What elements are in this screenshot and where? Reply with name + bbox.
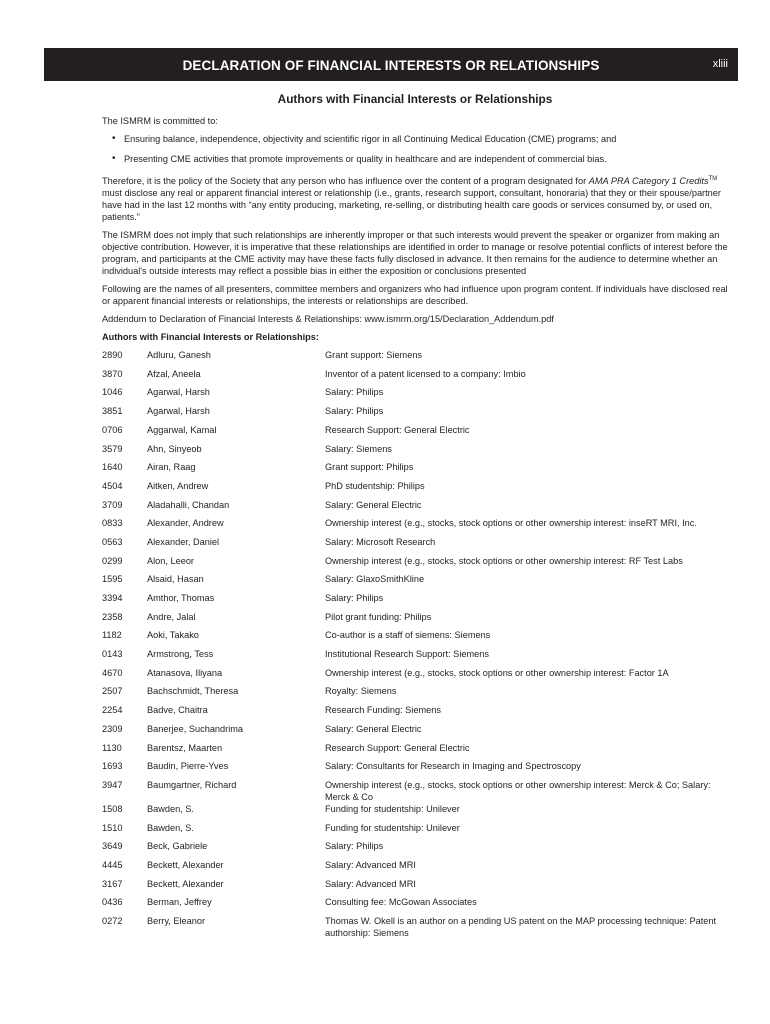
financial-interest: Salary: General Electric xyxy=(325,723,422,734)
list-item: • Ensuring balance, independence, objectivity and scientific rigor in all Continuing Medical Education (CME) programs; and xyxy=(102,133,738,145)
financial-interest: Salary: Philips xyxy=(325,841,384,852)
abstract-number: 4445 xyxy=(102,859,123,870)
abstract-number: 3851 xyxy=(102,406,123,417)
abstract-number: 0833 xyxy=(102,518,123,529)
author-name: Beckett, Alexander xyxy=(147,878,224,889)
table-row xyxy=(102,349,738,368)
table-row xyxy=(102,499,738,518)
financial-interest: Inventor of a patent licensed to a company: Imbio xyxy=(325,368,526,379)
financial-interest: Salary: Siemens xyxy=(325,443,392,454)
financial-interest: Salary: Microsoft Research xyxy=(325,536,436,547)
document-body xyxy=(102,93,738,939)
abstract-number: 3709 xyxy=(102,499,123,510)
author-name: Baudin, Pierre-Yves xyxy=(147,761,229,772)
abstract-number: 1508 xyxy=(102,803,123,814)
section-subtitle: Authors with Financial Interests or Relationships xyxy=(277,92,553,106)
abstract-number: 2309 xyxy=(102,723,123,734)
table-row xyxy=(102,368,738,387)
table-row xyxy=(102,840,738,859)
financial-interest: Institutional Research Support: Siemens xyxy=(325,649,489,660)
abstract-number: 3649 xyxy=(102,841,123,852)
financial-interest: Salary: Philips xyxy=(325,593,384,603)
author-name: Atanasova, Iliyana xyxy=(147,667,223,678)
financial-interest: Consulting fee: McGowan Associates xyxy=(325,897,477,908)
abstract-number: 3167 xyxy=(102,878,123,889)
commitment-list xyxy=(102,133,738,165)
abstract-number: 3579 xyxy=(102,443,123,454)
financial-interest: Salary: Advanced MRI xyxy=(325,859,416,870)
table-row xyxy=(102,592,738,611)
author-name: Bachschmidt, Theresa xyxy=(147,686,239,697)
abstract-number: 1510 xyxy=(102,822,123,833)
author-name: Aladahalli, Chandan xyxy=(147,499,230,510)
financial-interest: Salary: GlaxoSmithKline xyxy=(325,574,425,585)
disclosure-paragraph: The ISMRM does not imply that such relationships are inherently improper or that such interests would prevent the speaker or organizer from making an objective contribution. However, it is imperative that these relationships are identified in order to manage or resolve potential conflicts of interest before the program, and participants at the CME activity may have these facts fully disclosed in advance. It then remains for the audience to determine whether an individual's outside interests may reflect a possible bias in either the exposition or conclusions presented xyxy=(102,230,728,277)
table-row xyxy=(102,629,738,648)
credit-designation: AMA PRA Category 1 Credits xyxy=(588,176,709,187)
financial-interest: PhD studentship: Philips xyxy=(325,480,425,491)
abstract-number: 1182 xyxy=(102,630,122,641)
author-name: Ahn, Sinyeob xyxy=(147,443,202,454)
author-name: Aitken, Andrew xyxy=(147,480,209,491)
abstract-number: 2358 xyxy=(102,611,123,622)
abstract-number: 0436 xyxy=(102,897,123,908)
table-row xyxy=(102,573,738,592)
abstract-number: 1693 xyxy=(102,761,123,772)
abstract-number: 2890 xyxy=(102,350,123,361)
table-row xyxy=(102,822,738,841)
financial-interest: Research Funding: Siemens xyxy=(325,705,441,716)
table-row xyxy=(102,915,738,939)
financial-interest: Ownership interest (e.g., stocks, stock options or other ownership interest: Merck & Co; Salary: Merck & Co xyxy=(325,779,711,802)
table-row xyxy=(102,742,738,761)
table-row xyxy=(102,405,738,424)
financial-interest: Salary: General Electric xyxy=(325,499,422,510)
abstract-number: 0143 xyxy=(102,649,123,660)
financial-interest: Funding for studentship: Unilever xyxy=(325,803,460,814)
intro-text: The ISMRM is committed to: xyxy=(102,116,218,126)
table-row xyxy=(102,555,738,574)
abstract-number: 3947 xyxy=(102,779,123,790)
author-name: Alexander, Daniel xyxy=(147,536,220,547)
financial-interest: Salary: Consultants for Research in Imaging and Spectroscopy xyxy=(325,761,581,772)
table-row xyxy=(102,386,738,405)
financial-interest: Grant support: Philips xyxy=(325,462,414,473)
abstract-number: 1046 xyxy=(102,387,123,398)
abstract-number: 4670 xyxy=(102,667,123,678)
author-name: Armstrong, Tess xyxy=(147,649,214,660)
financial-interest: Research Support: General Electric xyxy=(325,742,470,753)
abstract-number: 3394 xyxy=(102,593,123,603)
author-name: Adluru, Ganesh xyxy=(147,350,211,361)
financial-interest: Grant support: Siemens xyxy=(325,350,423,361)
financial-interest: Pilot grant funding: Philips xyxy=(325,611,432,622)
financial-interest: Salary: Philips xyxy=(325,406,384,417)
author-name: Alsaid, Hasan xyxy=(147,574,204,585)
table-row xyxy=(102,896,738,915)
table-row xyxy=(102,443,738,462)
author-name: Aoki, Takako xyxy=(147,630,199,641)
table-row xyxy=(102,685,738,704)
table-row xyxy=(102,461,738,480)
table-row xyxy=(102,536,738,555)
table-row xyxy=(102,704,738,723)
table-row xyxy=(102,779,738,803)
page-title: DECLARATION OF FINANCIAL INTERESTS OR RELATIONSHIPS xyxy=(182,58,600,73)
table-row xyxy=(102,859,738,878)
financial-interest: Ownership interest (e.g., stocks, stock options or other ownership interest: Factor 1A xyxy=(325,667,669,678)
author-name: Airan, Raag xyxy=(147,462,196,473)
table-row xyxy=(102,667,738,686)
table-row xyxy=(102,878,738,897)
policy-text: Therefore, it is the policy of the Society that any person who has influence over the content of a program designated for xyxy=(102,176,589,187)
author-name: Andre, Jalal xyxy=(147,611,196,622)
table-row xyxy=(102,648,738,667)
table-row xyxy=(102,803,738,822)
author-name: Alexander, Andrew xyxy=(147,518,224,529)
author-name: Barentsz, Maarten xyxy=(147,742,223,753)
author-name: Bawden, S. xyxy=(147,822,194,833)
author-name: Amthor, Thomas xyxy=(147,593,215,603)
author-name: Badve, Chaitra xyxy=(147,705,208,716)
table-row xyxy=(102,611,738,630)
financial-interest: Funding for studentship: Unilever xyxy=(325,822,460,833)
financial-interest: Royalty: Siemens xyxy=(325,686,397,697)
policy-paragraph xyxy=(102,173,738,223)
financial-interest: Ownership interest (e.g., stocks, stock options or other ownership interest: RF Test Labs xyxy=(325,555,683,566)
author-name: Alon, Leeor xyxy=(147,555,194,566)
abstract-number: 0272 xyxy=(102,916,123,926)
author-name: Berry, Eleanor xyxy=(147,916,206,926)
author-name: Agarwal, Harsh xyxy=(147,387,210,398)
author-name: Afzal, Aneela xyxy=(147,368,201,379)
financial-interest: Salary: Philips xyxy=(325,387,384,398)
author-name: Agarwal, Harsh xyxy=(147,406,210,417)
trademark-mark: TM xyxy=(708,176,718,182)
abstract-number: 4504 xyxy=(102,480,123,491)
abstract-number: 3870 xyxy=(102,368,123,379)
abstract-number: 1595 xyxy=(102,574,123,585)
table-row xyxy=(102,517,738,536)
author-name: Beck, Gabriele xyxy=(147,841,208,852)
author-name: Banerjee, Suchandrima xyxy=(147,723,244,734)
abstract-number: 1640 xyxy=(102,462,123,473)
abstract-number: 2254 xyxy=(102,705,123,716)
financial-interest: Salary: Advanced MRI xyxy=(325,878,416,889)
abstract-number: 0706 xyxy=(102,424,123,435)
authors-list-heading: Authors with Financial Interests or Relationships: xyxy=(102,332,319,343)
financial-interest: Co-author is a staff of siemens: Siemens xyxy=(325,630,491,641)
abstract-number: 1130 xyxy=(102,742,122,753)
header-banner xyxy=(44,48,738,81)
list-item: • Presenting CME activities that promote improvements or quality in healthcare and are independent of commercial bias. xyxy=(102,153,738,165)
authors-table xyxy=(102,349,738,939)
policy-text: must disclose any real or apparent financial interest or relationship (i.e., grants, research support, consultant, honoraria) that they or their spouse/partner have had in the last 12 months with “any entity producing, marketing, re-selling, or distributing health care goods or services consumed by, or used on, patients.” xyxy=(102,188,721,223)
table-row xyxy=(102,760,738,779)
table-row xyxy=(102,723,738,742)
table-row xyxy=(102,480,738,499)
table-row xyxy=(102,424,738,443)
author-name: Beckett, Alexander xyxy=(147,859,224,870)
author-name: Aggarwal, Kamal xyxy=(147,424,217,435)
presenters-paragraph: Following are the names of all presenters, committee members and organizers who had influence upon program content. If individuals have disclosed real or apparent financial interests or relationships, the interests or relationships are described. xyxy=(102,284,728,307)
abstract-number: 2507 xyxy=(102,686,123,697)
financial-interest: Thomas W. Okell is an author on a pending US patent on the MAP processing technique: Patent authorship: Siemens xyxy=(325,916,717,938)
author-name: Berman, Jeffrey xyxy=(147,897,212,908)
page-number: xliii xyxy=(712,58,728,70)
author-name: Bawden, S. xyxy=(147,803,194,814)
financial-interest: Research Support: General Electric xyxy=(325,424,470,435)
author-name: Baumgartner, Richard xyxy=(147,779,237,790)
financial-interest: Ownership interest (e.g., stocks, stock options or other ownership interest: inseRT MRI, Inc. xyxy=(325,518,697,529)
abstract-number: 0299 xyxy=(102,555,123,566)
abstract-number: 0563 xyxy=(102,536,123,547)
addendum-text: Addendum to Declaration of Financial Interests & Relationships: www.ismrm.org/15/Declaration_Addendum.pdf xyxy=(102,314,554,325)
